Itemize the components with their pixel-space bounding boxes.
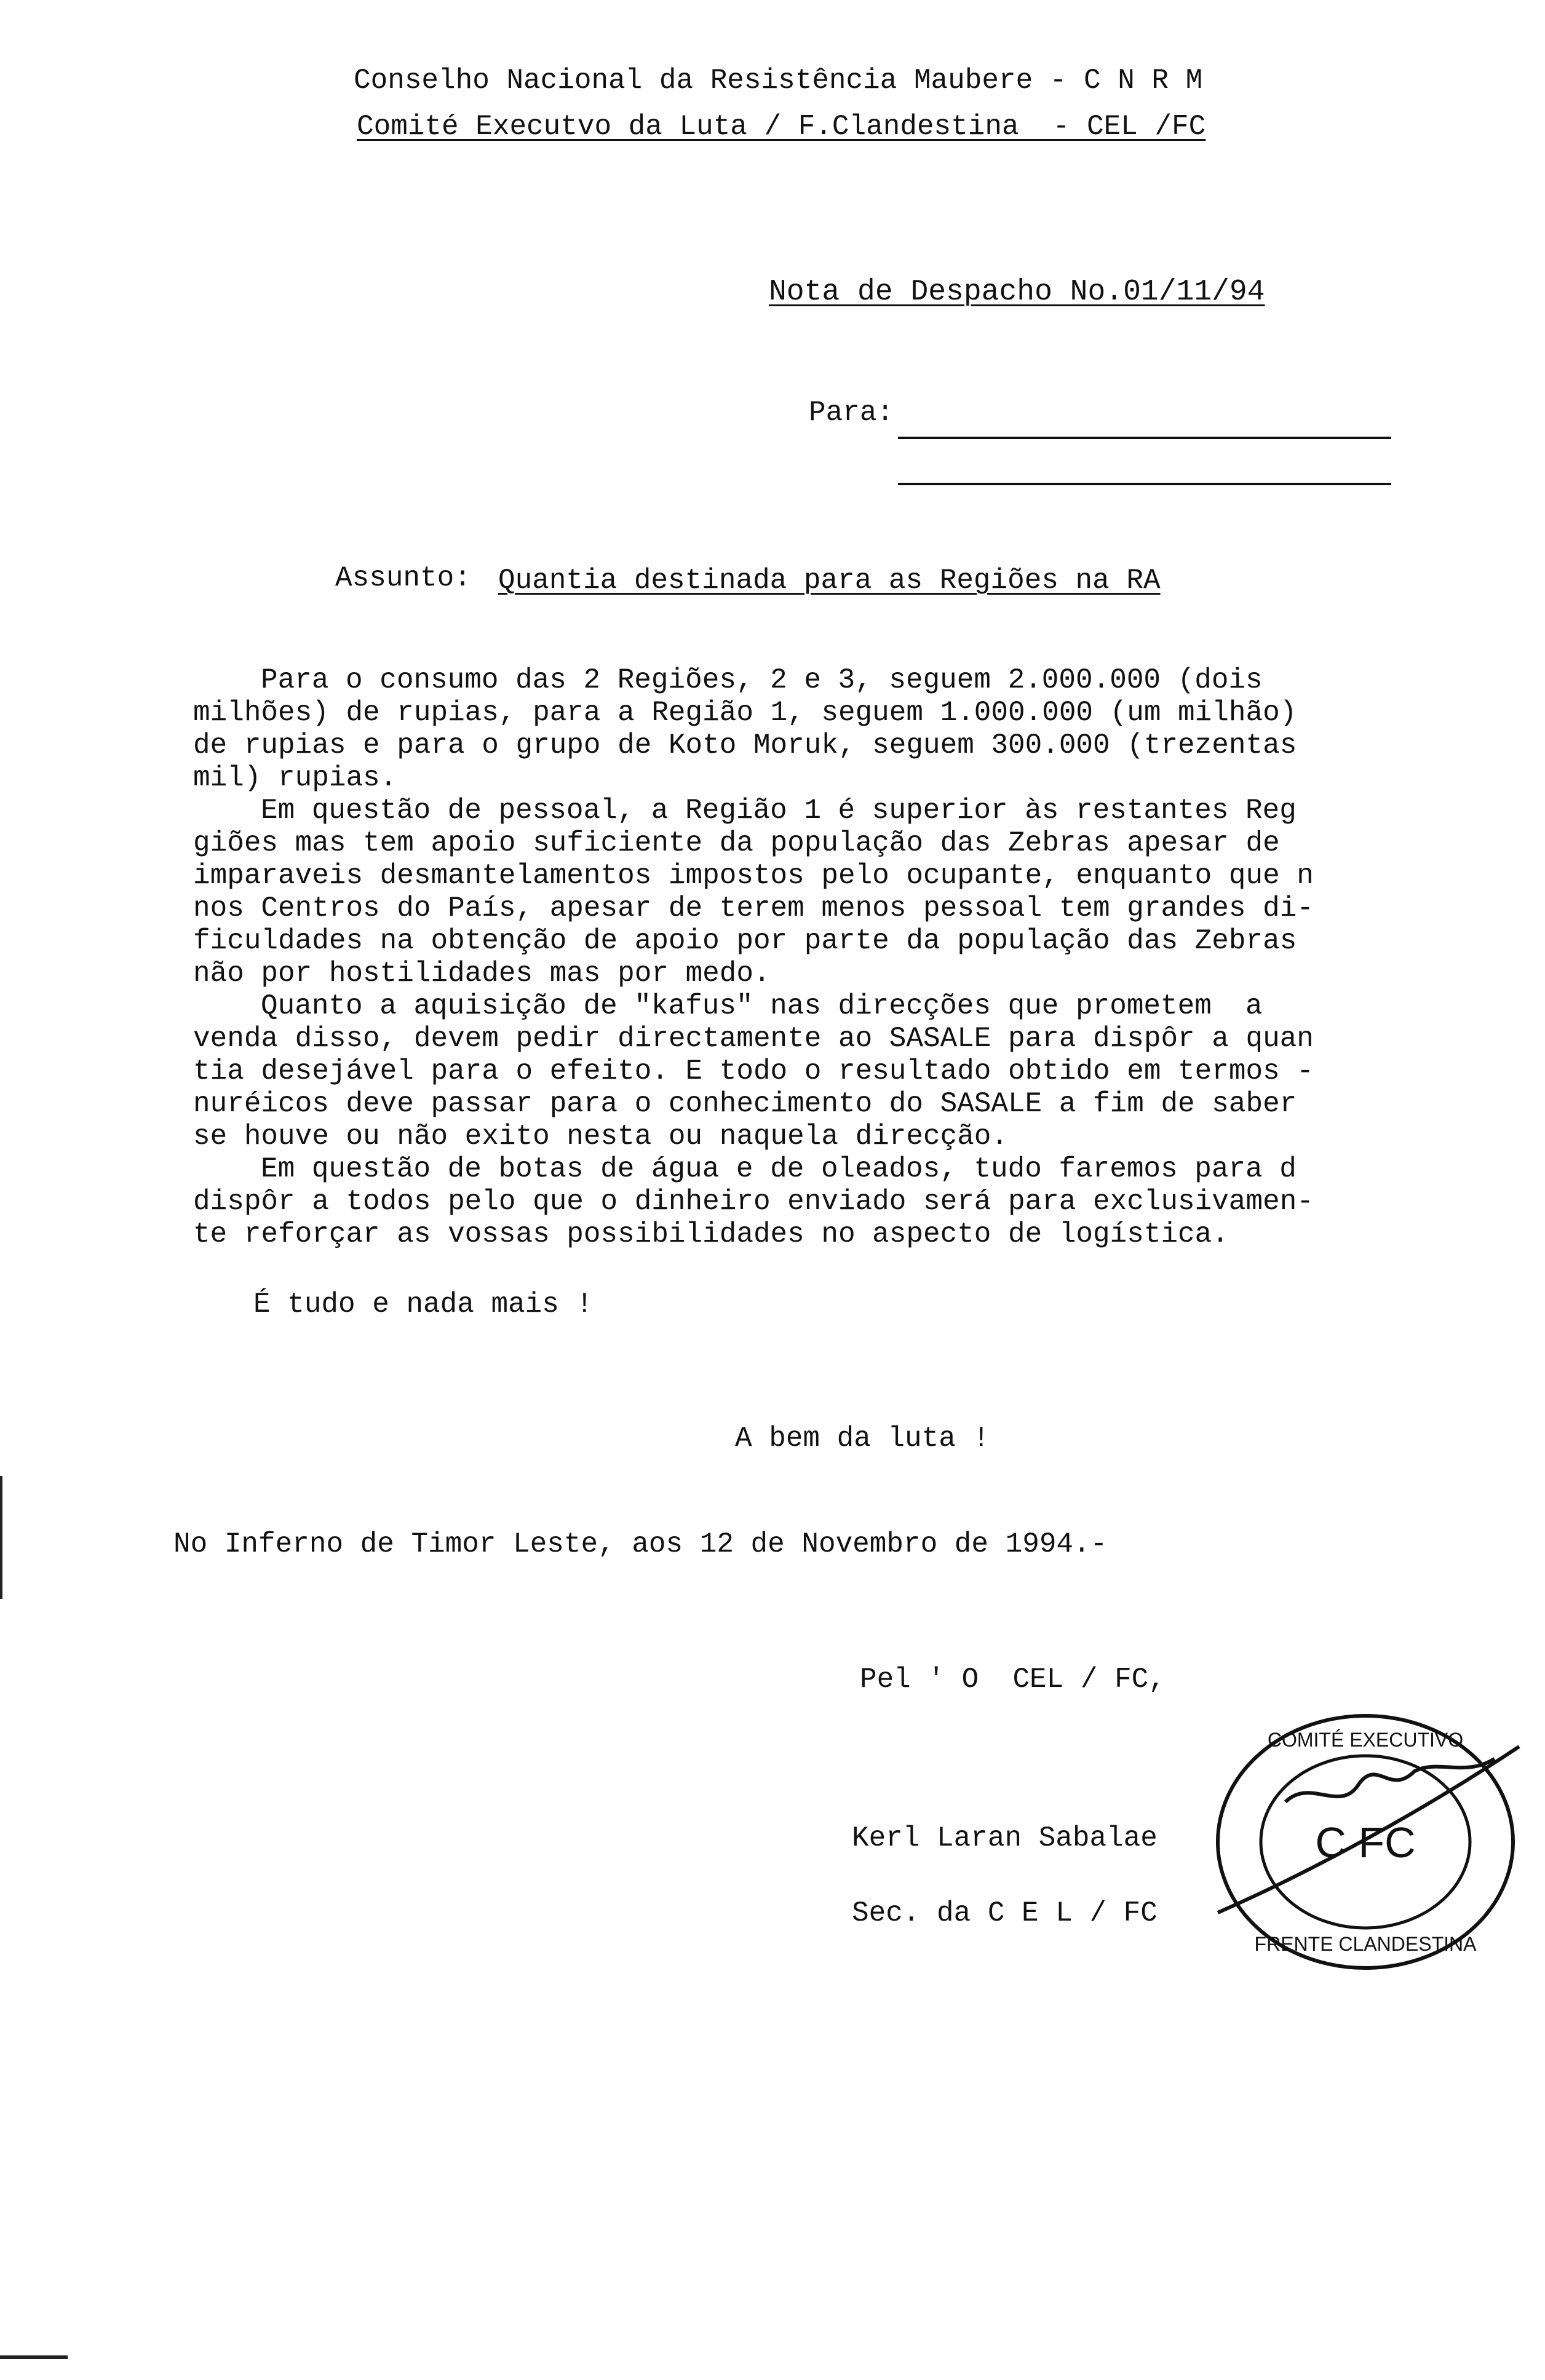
recipient-line-2 [898,483,1391,485]
header-line-1: Conselho Nacional da Resistência Maubere - C N R M [354,65,1203,97]
stamp-bottom-text: FRENTE CLANDESTINA [1254,1933,1477,1955]
paragraph [193,1153,1399,1251]
text-line: Em questão de botas de água e de oleados, tudo faremos para d [261,1153,1297,1185]
recipient-label: Para: [809,397,894,429]
signatory-name: Kerl Laran Sabalae [852,1822,1158,1854]
paragraph [193,795,1399,990]
recipient-line-1 [898,437,1391,439]
text-line: venda disso, devem pedir directamente ao SASALE para dispôr a quan [193,1023,1314,1055]
text-line: Para o consumo das 2 Regiões, 2 e 3, seguem 2.000.000 (dois [261,664,1263,696]
text-line: nuréicos deve passar para o conhecimento do SASALE a fim de saber [193,1088,1297,1120]
scan-margin-mark [0,1476,2,1599]
place-date-text: No Inferno de Timor Leste, aos 12 de Novembro de 1994.- [173,1528,1108,1560]
text-line: mil) rupias. [193,762,397,794]
subject-text: Quantia destinada para as Regiões na RA [498,565,1161,597]
text-line: milhões) de rupias, para a Região 1, seguem 1.000.000 (um milhão) [193,697,1297,729]
stamp-center-text: C FC [1315,1819,1416,1866]
text-line: não por hostilidades mas por medo. [193,958,771,990]
text-line: giões mas tem apoio suficiente da população das Zebras apesar de [193,827,1280,859]
text-line: de rupias e para o grupo de Koto Moruk, seguem 300.000 (trezentas [193,729,1297,761]
subject-label: Assunto: [335,562,471,594]
paragraph [193,990,1399,1153]
scan-margin-mark [0,2355,68,2359]
text-line: Quanto a aquisição de "kafus" nas direcções que prometem a [261,990,1263,1022]
document-reference: Nota de Despacho No.01/11/94 [769,276,1265,309]
text-line: ficuldades na obtenção de apoio por parte da população das Zebras [193,925,1297,957]
text-line: tia desejável para o efeito. E todo o resultado obtido em termos - [193,1055,1314,1087]
signatory-title: Sec. da C E L / FC [852,1897,1158,1929]
closing-text: É tudo e nada mais ! [253,1288,594,1320]
paragraph [193,664,1399,795]
text-line: se houve ou não exito nesta ou naquela direcção. [193,1121,1009,1152]
text-line: nos Centros do País, apesar de terem menos pessoal tem grandes di- [193,892,1314,924]
salutation-text: A bem da luta ! [735,1422,990,1454]
text-line: te reforçar as vossas possibilidades no aspecto de logística. [193,1218,1229,1250]
header-line-2: Comité Executvo da Luta / F.Clandestina - CEL /FC [357,111,1206,143]
text-line: imparaveis desmantelamentos impostos pelo ocupante, enquanto que n [193,860,1314,892]
text-line: Em questão de pessoal, a Região 1 é superior às restantes Reg [261,795,1297,827]
text-line: dispôr a todos pelo que o dinheiro enviado será para exclusivamen- [193,1186,1314,1218]
signature-line-1: Pel ' O CEL / FC, [860,1664,1166,1696]
body-text [193,664,1399,1251]
stamp-top-text: COMITÉ EXECUTIVO [1267,1729,1464,1751]
official-stamp [1205,1710,1525,1974]
